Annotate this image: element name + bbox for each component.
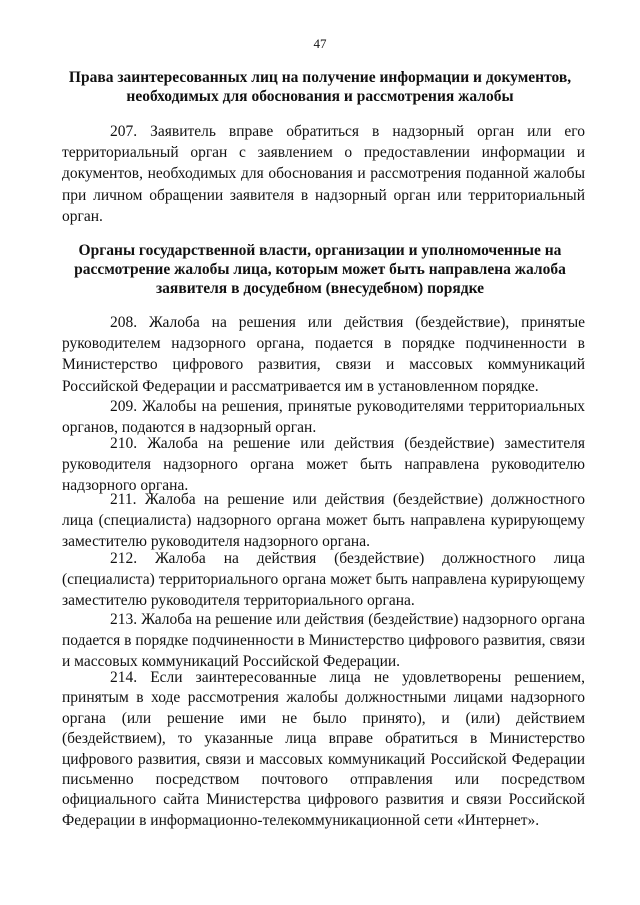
paragraph-214: 214. Если заинтересованные лица не удовлетворены решением, принятым в ходе рассмотрения жалобы должностными лицами надзорного органа (или решение ими не было принято), и (или) действием (бездействием), то указанные лица вправе обратиться в Министерство цифрового развития, связи и массовых коммуникаций Российской Федерации письменно посредством почтового отправления или посредством официального сайта Министерства цифрового развития и связи Российской Федерации в информационно-телекоммуникационной сети «Интернет». [62, 669, 585, 829]
paragraph-207: 207. Заявитель вправе обратиться в надзорный орган или его территориальный орган с заявлением о предоставлении информации и документов, необходимых для обоснования и рассмотрения поданной жалобы при личном обращении заявителя в надзорный орган или территориальный орган. [62, 123, 585, 225]
paragraph-209: 209. Жалобы на решения, принятые руководителями территориальных органов, подаются в надзорный орган. [62, 398, 585, 437]
section-heading-complaint-bodies: Органы государственной власти, организации и уполномоченные на рассмотрение жалобы лица, которым может быть направлена жалоба заявителя в досудебном (внесудебном) порядке [74, 242, 566, 297]
paragraph-211: 211. Жалоба на решение или действия (бездействие) должностного лица (специалиста) надзорного органа может быть направлена курирующему заместителю руководителя надзорного органа. [62, 491, 585, 551]
page-number: 47 [313, 36, 327, 51]
paragraph-210: 210. Жалоба на решение или действия (бездействие) заместителя руководителя надзорного органа может быть направлена руководителю надзорного органа. [62, 435, 585, 495]
section-heading-information-rights: Права заинтересованных лиц на получение информации и документов, необходимых для обоснования и рассмотрения жалобы [68, 69, 572, 105]
paragraph-213: 213. Жалоба на решение или действия (бездействие) надзорного органа подается в порядке подчиненности в Министерство цифрового развития, связи и массовых коммуникаций Российской Федерации. [62, 611, 585, 671]
paragraph-208: 208. Жалоба на решения или действия (бездействие), принятые руководителем надзорного органа, подается в порядке подчиненности в Министерство цифрового развития, связи и массовых коммуникаций Российской Федерации и рассматривается им в установленном порядке. [62, 314, 585, 395]
paragraph-212: 212. Жалоба на действия (бездействие) должностного лица (специалиста) территориального органа может быть направлена курирующему заместителю руководителя территориального органа. [62, 550, 585, 610]
